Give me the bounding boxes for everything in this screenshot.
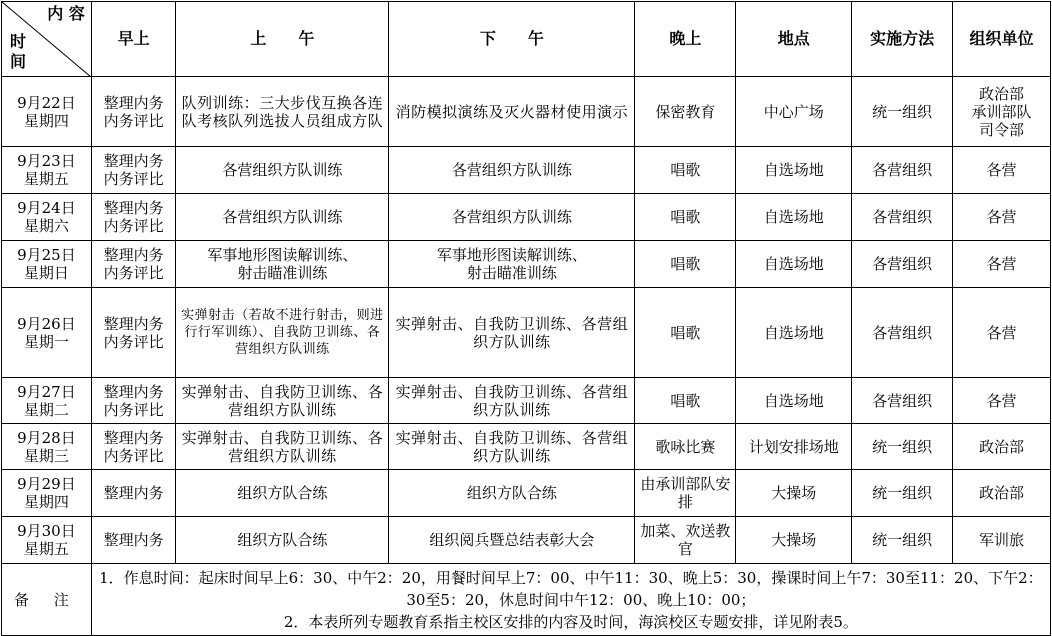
method-cell	[852, 378, 953, 424]
organizer-cell	[953, 288, 1051, 378]
location-text: 自选场地	[763, 161, 824, 179]
evening-cell	[635, 194, 736, 241]
forenoon-cell	[176, 378, 389, 424]
location-text: 计划安排场地	[748, 437, 839, 456]
forenoon-text: 实弹射击、自我防卫训练、各营组织方队训练	[181, 382, 384, 419]
header-method: 实施方法	[852, 2, 953, 77]
method-cell	[852, 470, 953, 517]
schedule-rows	[2, 77, 1051, 564]
organizer-text: 各营	[986, 391, 1017, 410]
afternoon-text: 消防模拟演练及灭火器材使用演示	[395, 102, 629, 121]
location-cell	[736, 424, 852, 470]
early-morning-text: 整理内务 内务评比	[103, 428, 164, 465]
evening-cell	[635, 241, 736, 288]
method-text: 各营组织	[872, 391, 933, 410]
forenoon-cell	[176, 517, 389, 564]
evening-text: 唱歌	[670, 323, 701, 342]
table-row	[2, 77, 1051, 147]
method-cell	[852, 147, 953, 194]
method-cell	[852, 194, 953, 241]
evening-text: 加菜、欢送教官	[640, 522, 731, 558]
early-morning-cell	[91, 288, 176, 378]
evening-text: 唱歌	[670, 391, 701, 410]
table-row	[2, 378, 1051, 424]
location-text: 大操场	[771, 531, 817, 549]
header-forenoon: 上 午	[176, 2, 389, 77]
date-cell	[2, 378, 92, 424]
forenoon-text: 队列训练：三大步伐互换各连队考核队列选拔人员组成方队	[181, 93, 384, 130]
table-row	[2, 194, 1051, 241]
location-cell	[736, 241, 852, 288]
table-row	[2, 517, 1051, 564]
date-text: 9月24日	[17, 199, 76, 217]
weekday-text: 星期二	[23, 400, 69, 419]
early-morning-text: 整理内务 内务评比	[103, 382, 164, 419]
afternoon-text: 组织阅兵暨总结表彰大会	[429, 531, 595, 549]
early-morning-text: 整理内务 内务评比	[103, 314, 164, 351]
early-morning-text: 整理内务 内务评比	[103, 93, 164, 130]
date-text: 9月28日	[17, 428, 76, 447]
date-cell	[2, 241, 92, 288]
early-morning-cell	[91, 241, 176, 288]
location-text: 中心广场	[763, 102, 824, 121]
forenoon-cell	[176, 77, 389, 147]
evening-text: 唱歌	[670, 208, 701, 226]
weekday-text: 星期六	[23, 217, 69, 235]
organizer-text: 各营	[986, 161, 1017, 179]
method-cell	[852, 77, 953, 147]
forenoon-cell	[176, 288, 389, 378]
forenoon-text: 各营组织方队训练	[222, 161, 343, 179]
location-cell	[736, 77, 852, 147]
evening-cell	[635, 424, 736, 470]
table-row	[2, 424, 1051, 470]
afternoon-text: 实弹射击、自我防卫训练、各营组织方队训练	[395, 314, 629, 351]
forenoon-cell	[176, 194, 389, 241]
method-text: 统一组织	[872, 437, 933, 456]
date-cell	[2, 194, 92, 241]
evening-cell	[635, 147, 736, 194]
location-cell	[736, 517, 852, 564]
early-morning-cell	[91, 378, 176, 424]
date-cell	[2, 517, 92, 564]
early-morning-text: 整理内务	[103, 531, 164, 549]
evening-text: 保密教育	[655, 102, 716, 121]
organizer-text: 政治部 承训部队 司令部	[971, 84, 1032, 139]
forenoon-text: 军事地形图读解训练、 射击瞄准训练	[207, 246, 358, 282]
organizer-cell	[953, 470, 1051, 517]
header-early-morning: 早上	[91, 2, 176, 77]
method-text: 各营组织	[872, 323, 933, 342]
header-row	[2, 2, 1051, 77]
evening-cell	[635, 470, 736, 517]
location-text: 自选场地	[763, 391, 824, 410]
early-morning-cell	[91, 147, 176, 194]
weekday-text: 星期一	[23, 332, 69, 351]
afternoon-cell	[389, 77, 635, 147]
early-morning-cell	[91, 470, 176, 517]
date-cell	[2, 147, 92, 194]
afternoon-cell	[389, 517, 635, 564]
method-cell	[852, 517, 953, 564]
evening-text: 由承训部队安排	[640, 475, 731, 511]
notes-row	[2, 564, 1051, 636]
evening-cell	[635, 378, 736, 424]
weekday-text: 星期四	[23, 493, 69, 511]
header-time-label: 时 间	[10, 32, 27, 71]
location-text: 自选场地	[763, 208, 824, 226]
early-morning-text: 整理内务	[103, 484, 164, 502]
notes-content	[91, 564, 1050, 636]
organizer-text: 政治部	[979, 484, 1025, 502]
forenoon-cell	[176, 241, 389, 288]
forenoon-text: 实弹射击（若故不进行射击，则进行行军训练）、自我防卫训练、各营组织方队训练	[181, 308, 384, 357]
method-text: 统一组织	[872, 484, 933, 502]
date-cell	[2, 470, 92, 517]
organizer-cell	[953, 517, 1051, 564]
afternoon-cell	[389, 241, 635, 288]
date-text: 9月22日	[17, 93, 76, 112]
weekday-text: 星期五	[23, 170, 69, 188]
organizer-cell	[953, 378, 1051, 424]
afternoon-text: 组织方队合练	[466, 484, 557, 502]
header-organizer: 组织单位	[953, 2, 1051, 77]
organizer-text: 各营	[986, 208, 1017, 226]
date-cell	[2, 288, 92, 378]
table-row	[2, 147, 1051, 194]
forenoon-text: 组织方队合练	[237, 484, 328, 502]
location-cell	[736, 147, 852, 194]
header-evening: 晚上	[635, 2, 736, 77]
date-text: 9月26日	[17, 314, 76, 333]
afternoon-text: 实弹射击、自我防卫训练、各营组织方队训练	[395, 428, 629, 465]
early-morning-text: 整理内务 内务评比	[103, 246, 164, 282]
header-location: 地点	[736, 2, 852, 77]
evening-text: 唱歌	[670, 161, 701, 179]
date-text: 9月25日	[17, 246, 76, 264]
organizer-cell	[953, 424, 1051, 470]
afternoon-text: 各营组织方队训练	[451, 161, 572, 179]
forenoon-cell	[176, 470, 389, 517]
early-morning-cell	[91, 424, 176, 470]
forenoon-text: 实弹射击、自我防卫训练、各营组织方队训练	[181, 428, 384, 465]
forenoon-text: 各营组织方队训练	[222, 208, 343, 226]
early-morning-text: 整理内务 内务评比	[103, 199, 164, 235]
weekday-text: 星期三	[23, 446, 69, 465]
early-morning-cell	[91, 194, 176, 241]
note-line-2: 2．本表所列专题教育系指主校区安排的内容及时间，海滨校区专题安排，详见附表5。	[283, 612, 858, 631]
early-morning-cell	[91, 517, 176, 564]
afternoon-cell	[389, 424, 635, 470]
organizer-cell	[953, 147, 1051, 194]
organizer-text: 各营	[986, 323, 1017, 342]
evening-cell	[635, 517, 736, 564]
early-morning-cell	[91, 77, 176, 147]
weekday-text: 星期四	[23, 111, 69, 130]
afternoon-cell	[389, 288, 635, 378]
location-text: 自选场地	[763, 255, 824, 273]
method-text: 各营组织	[872, 208, 933, 226]
forenoon-cell	[176, 424, 389, 470]
organizer-cell	[953, 194, 1051, 241]
forenoon-text: 组织方队合练	[237, 531, 328, 549]
early-morning-text: 整理内务 内务评比	[103, 152, 164, 188]
diagonal-header-cell	[2, 2, 92, 77]
afternoon-cell	[389, 378, 635, 424]
training-schedule-table	[1, 1, 1051, 636]
organizer-cell	[953, 77, 1051, 147]
location-cell	[736, 470, 852, 517]
evening-cell	[635, 288, 736, 378]
note-line-1: 1．作息时间：起床时间早上6：30、中午2：20，用餐时间早上7：00、中午11：30、晚上5：30，操课时间上午7：30至11：20、下午2：30至5：20，休息时间中午12：00、晚上10：00；	[99, 568, 1043, 609]
notes-label: 备 注	[2, 564, 92, 636]
evening-cell	[635, 77, 736, 147]
evening-text: 歌咏比赛	[655, 437, 716, 456]
date-text: 9月30日	[17, 522, 76, 540]
table-row	[2, 288, 1051, 378]
header-afternoon: 下 午	[389, 2, 635, 77]
weekday-text: 星期五	[23, 540, 69, 558]
method-text: 统一组织	[872, 531, 933, 549]
forenoon-cell	[176, 147, 389, 194]
location-cell	[736, 194, 852, 241]
evening-text: 唱歌	[670, 255, 701, 273]
method-cell	[852, 241, 953, 288]
afternoon-text: 各营组织方队训练	[451, 208, 572, 226]
organizer-cell	[953, 241, 1051, 288]
date-text: 9月23日	[17, 152, 76, 170]
method-text: 统一组织	[872, 102, 933, 121]
afternoon-cell	[389, 470, 635, 517]
afternoon-cell	[389, 194, 635, 241]
method-text: 各营组织	[872, 255, 933, 273]
location-text: 大操场	[771, 484, 817, 502]
afternoon-cell	[389, 147, 635, 194]
table-row	[2, 470, 1051, 517]
date-cell	[2, 77, 92, 147]
location-text: 自选场地	[763, 323, 824, 342]
location-cell	[736, 378, 852, 424]
method-cell	[852, 424, 953, 470]
organizer-text: 军训旅	[979, 531, 1025, 549]
location-cell	[736, 288, 852, 378]
date-text: 9月29日	[17, 475, 76, 493]
header-content-label: 内 容	[47, 4, 85, 23]
method-text: 各营组织	[872, 161, 933, 179]
organizer-text: 各营	[986, 255, 1017, 273]
date-text: 9月27日	[17, 382, 76, 401]
table-row	[2, 241, 1051, 288]
afternoon-text: 实弹射击、自我防卫训练、各营组织方队训练	[395, 382, 629, 419]
organizer-text: 政治部	[979, 437, 1025, 456]
afternoon-text: 军事地形图读解训练、 射击瞄准训练	[436, 246, 587, 282]
method-cell	[852, 288, 953, 378]
weekday-text: 星期日	[23, 264, 69, 282]
date-cell	[2, 424, 92, 470]
